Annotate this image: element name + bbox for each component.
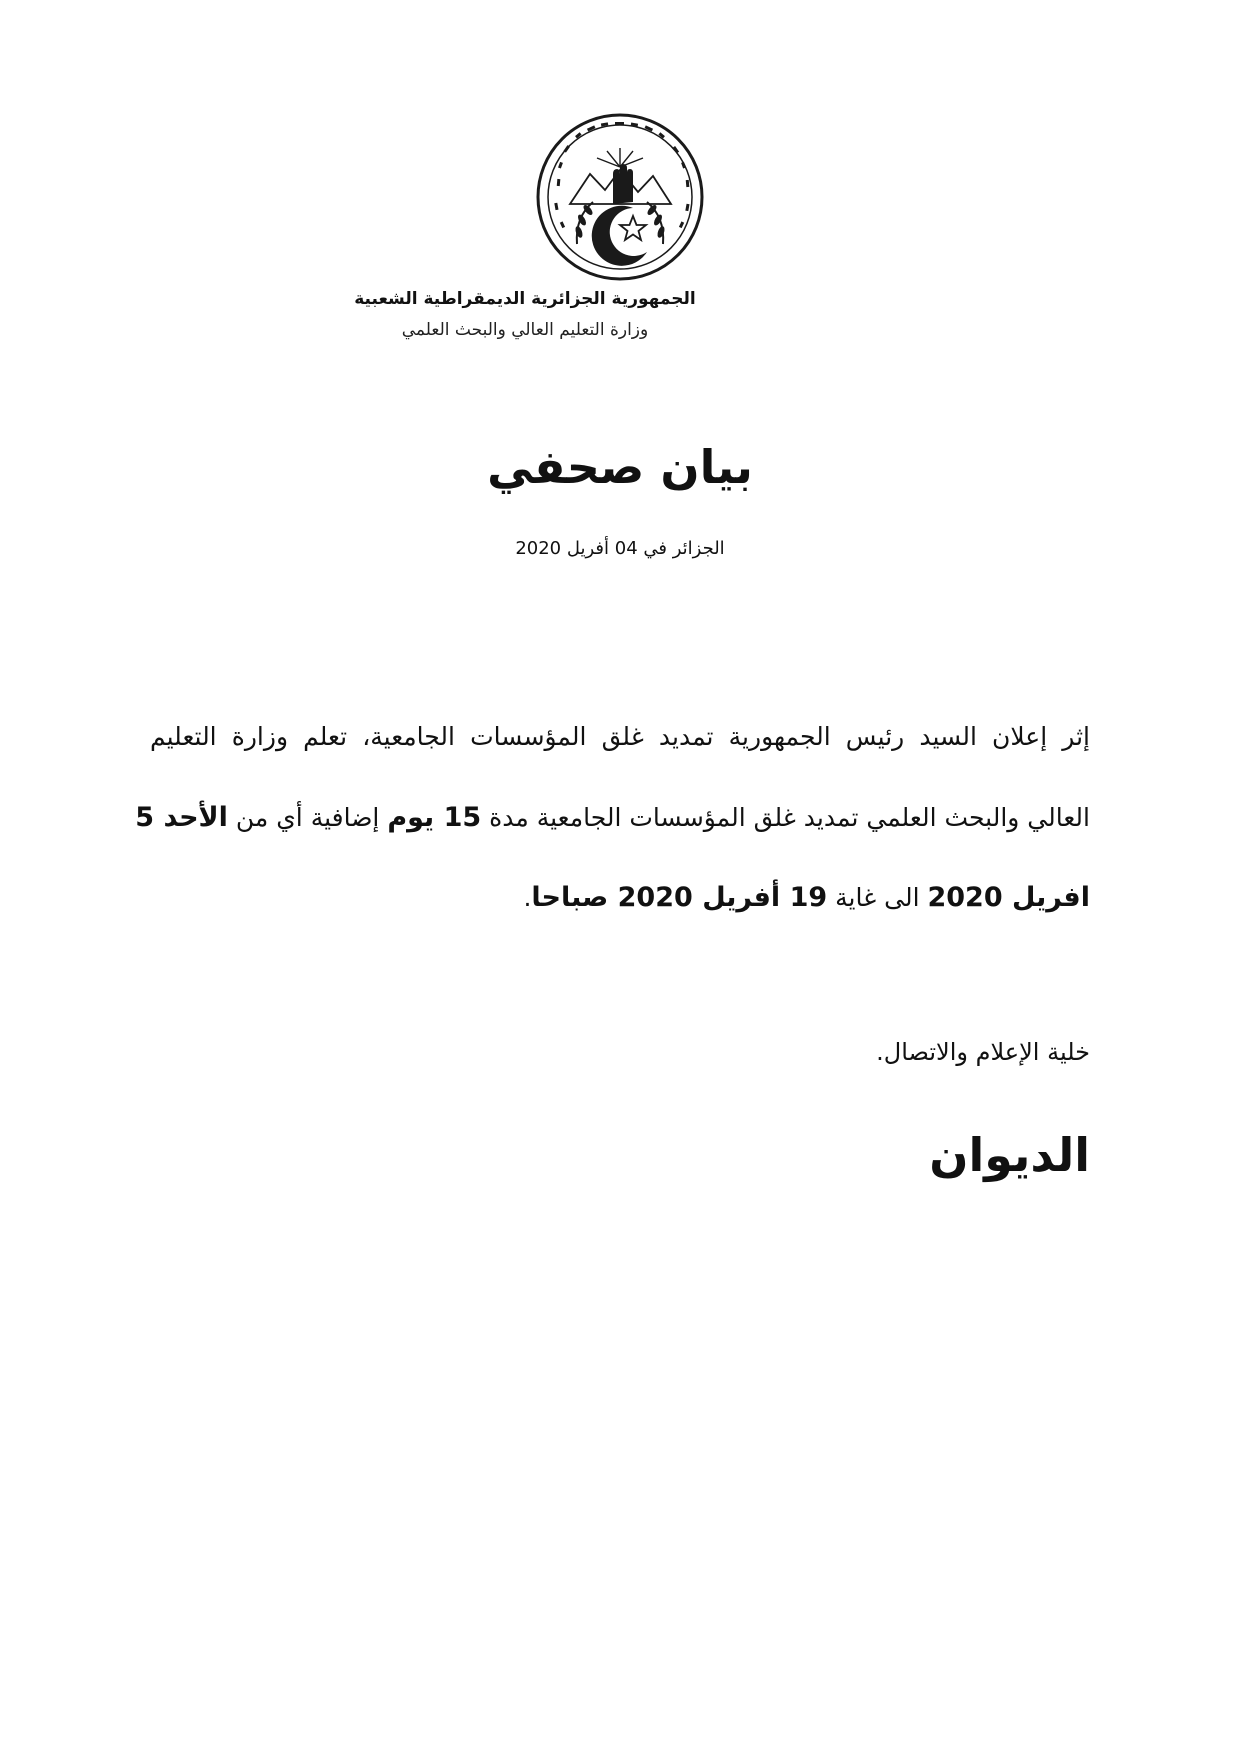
signature-office: الديوان — [929, 1128, 1090, 1182]
ministry-name: وزارة التعليم العالي والبحث العلمي — [401, 320, 649, 340]
body-bold-start-day: الأحد 5 — [135, 802, 228, 833]
body-paragraph-line-2 — [135, 802, 1090, 833]
body-bold-start-date: افريل 2020 — [927, 882, 1090, 913]
body-text: إضافية أي من — [235, 803, 380, 832]
body-bold-duration: 15 يوم — [387, 802, 482, 833]
republic-name: الجمهورية الجزائرية الديمقراطية الشعبية — [354, 289, 696, 309]
body-text: . — [523, 883, 532, 912]
body-text: الى غاية — [835, 883, 920, 912]
body-text: العالي والبحث العلمي تمديد غلق المؤسسات الجامعية مدة — [489, 803, 1090, 832]
body-paragraph-line-3 — [150, 882, 1090, 913]
signature-cell-name: خلية الإعلام والاتصال. — [876, 1038, 1090, 1066]
body-paragraph-line-1: إثر إعلان السيد رئيس الجمهورية تمديد غلق المؤسسات الجامعية، تعلم وزارة التعليم — [150, 722, 1090, 751]
body-bold-end-date: 19 أفريل 2020 صباحا — [531, 882, 828, 913]
national-emblem-seal-icon — [535, 112, 705, 282]
document-date: الجزائر في 04 أفريل 2020 — [515, 538, 725, 559]
page-title: بيان صحفي — [487, 440, 753, 494]
